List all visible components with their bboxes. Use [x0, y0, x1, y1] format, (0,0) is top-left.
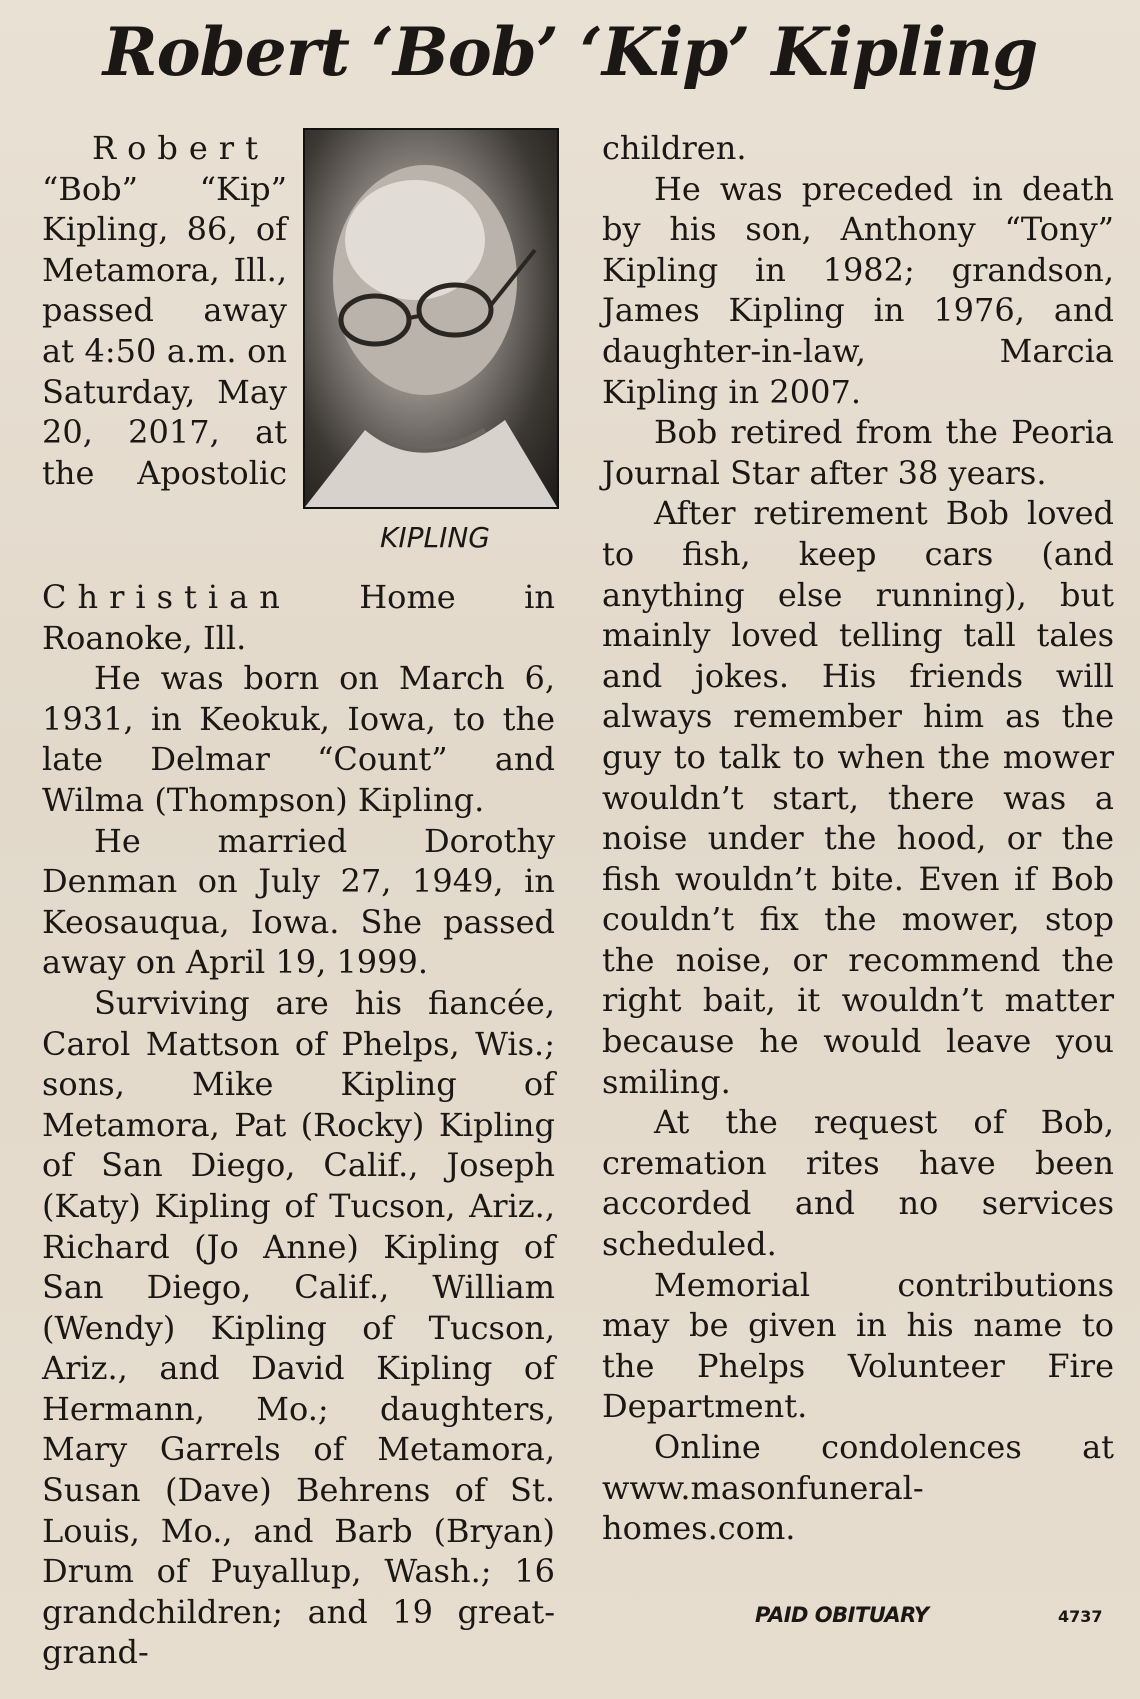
portrait-photo	[303, 128, 559, 509]
intro-first-word: Robert	[92, 129, 269, 167]
paragraph-married: He married Dorothy Denman on July 27, 1949, in Keosauqua, Iowa. She passed away on April 19, 1999.	[42, 821, 555, 982]
headline: Robert ‘Bob’ ‘Kip’ Kipling	[102, 13, 1038, 91]
intro-end: Home in Roanoke, Ill.	[42, 578, 555, 657]
ad-number: 4737	[1058, 1607, 1103, 1626]
paragraph-surviving-continued: children.	[602, 129, 747, 167]
paragraph-retirement: After retirement Bob loved to fish, keep cars (and anything else running), but mainly loved telling tall tales and jokes. His friends will always remember him as the guy to talk to when the mower wouldn’t start, there was a noise under the hood, or the fish wouldn’t bite. Even if Bob couldn’t fix the mower, stop the noise, or recommend the right bait, it wouldn’t matter because he would leave you smiling.	[602, 494, 1114, 1101]
intro-christian: Christian	[42, 578, 291, 616]
left-column	[42, 128, 555, 1673]
paragraph-memorial: Memorial contributions may be given in his name to the Phelps Volunteer Fire Department.	[602, 1265, 1114, 1426]
paragraph-cremation: At the request of Bob, cremation rites have been accorded and no services scheduled.	[602, 1103, 1114, 1264]
paragraph-retired: Bob retired from the Peoria Journal Star after 38 years.	[602, 413, 1114, 492]
paragraph-condolences: Online condolences at www.masonfuneral-homes.com.	[602, 1428, 1114, 1548]
paragraph-preceded: He was preceded in death by his son, Anthony “Tony” Kipling in 1982; grandson, James Kipling in 1976, and daughter-in-law, Marcia Kipling in 2007.	[602, 169, 1114, 411]
right-column	[602, 128, 1114, 1549]
portrait-illustration	[305, 130, 557, 507]
paragraph-born: He was born on March 6, 1931, in Keokuk, Iowa, to the late Delmar “Count” and Wilma (Thompson) Kipling.	[42, 659, 555, 819]
paragraph-surviving: Surviving are his fiancée, Carol Mattson of Phelps, Wis.; sons, Mike Kipling of Metamora, Pat (Rocky) Kipling of San Diego, Calif., Joseph (Katy) Kipling of Tucson, Ariz., Richard (Jo Anne) Kipling of San Diego, Calif., William (Wendy) Kipling of Tucson, Ariz., and David Kipling of Hermann, Mo.; daughters, Mary Garrels of Metamora, Susan (Dave) Behrens of St. Louis, Mo., and Barb (Bryan) Drum of Puyallup, Wash.; 16 grandchildren; and 19 great-grand-	[42, 983, 555, 1672]
photo-block	[297, 128, 555, 577]
paid-obituary-tag: PAID OBITUARY	[755, 1603, 929, 1627]
intro-text: “Bob” “Kip” Kipling, 86, of Metamora, Ill., passed away at 4:50 a.m. on Saturday, May 20, 2017, at the Apostolic	[42, 169, 287, 492]
photo-caption: KIPLING	[379, 521, 490, 554]
